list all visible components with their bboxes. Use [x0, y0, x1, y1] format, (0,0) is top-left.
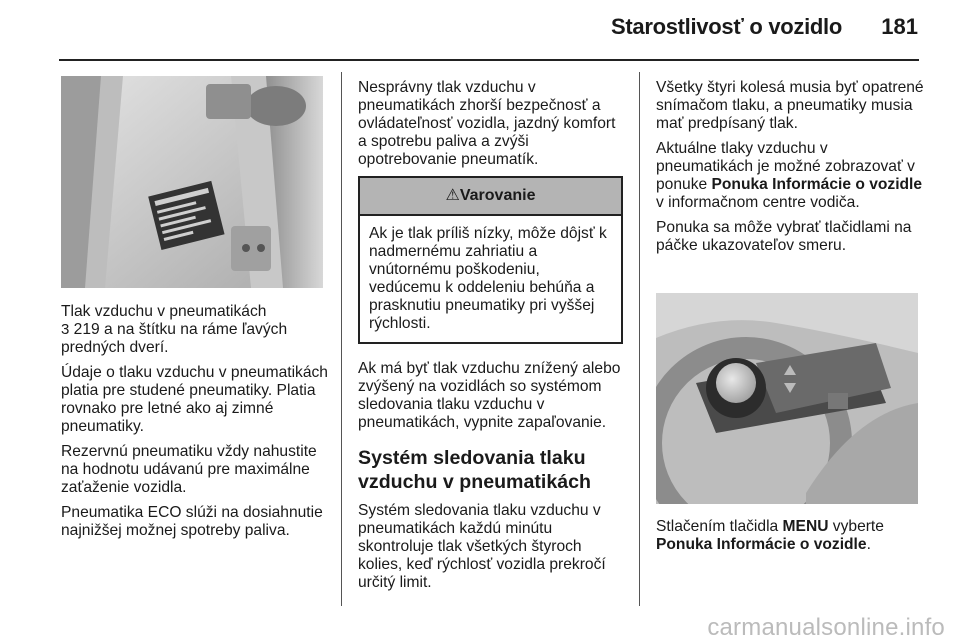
paragraph: Rezervnú pneumatiku vždy nahustite na hodnotu udávanú pre maximálne zaťaženie vozidla.: [61, 443, 317, 496]
text-run: Stlačením tlačidla: [656, 518, 783, 535]
paragraph: Všetky štyri kolesá musia byť opatrené snímačom tlaku, a pneumatiky musia mať predpísaný tlak.: [656, 79, 924, 132]
warning-icon: ⚠: [445, 187, 460, 204]
door-frame-label-illustration: [61, 76, 323, 288]
menu-name: Ponuka Informácie o vozidle: [711, 176, 923, 193]
text-run: v informačnom centre vodiča.: [656, 194, 860, 211]
column-right-bottom: [656, 518, 926, 561]
warning-text: Ak je tlak príliš nízky, môže dôjsť k nadmernému zahriatiu a vnútornému poškodeniu, vedúcemu k oddeleniu behúňa a prasknutiu pneumatiky pri vyššej rýchlosti.: [369, 225, 607, 332]
button-name: MENU: [782, 518, 829, 535]
text-run: .: [866, 536, 871, 553]
paragraph: [656, 140, 926, 212]
column-divider: [341, 72, 342, 606]
page-number: 181: [881, 14, 918, 39]
column-right: [656, 79, 926, 262]
paragraph: Systém sledovania tlaku vzduchu v pneumatikách každú minútu skontroluje tlak všetkých štyroch kolies, keď rýchlosť vozidla prekročí určitý limit.: [358, 502, 606, 591]
column-left: [61, 303, 331, 547]
watermark: carmanualsonline.info: [707, 614, 945, 641]
text-line: 219 a na štítku na ráme ľavých: [69, 321, 288, 338]
section-heading: Systém sledovania tlaku vzduchu v pneumatikách: [358, 447, 592, 493]
column-middle: [358, 79, 628, 599]
text-run: vyberte: [828, 518, 884, 535]
paragraph: [656, 518, 926, 554]
warning-header: [360, 178, 621, 216]
warning-title: Varovanie: [459, 187, 536, 204]
door-frame-svg: [61, 76, 323, 288]
paragraph: Pneumatika ECO slúži na dosiahnutie najnižšej možnej spotreby paliva.: [61, 504, 323, 539]
column-divider: [639, 72, 640, 606]
lever-svg: [656, 293, 918, 504]
text-run: Aktuálne tlaky vzduchu v pneumatikách je možné zobrazovať v ponuke: [656, 140, 915, 193]
paragraph: Ponuka sa môže vybrať tlačidlami na páčke ukazovateľov smeru.: [656, 219, 912, 254]
paragraph: Nesprávny tlak vzduchu v pneumatikách zhorší bezpečnosť a ovládateľnosť vozidla, jazdný komfort a spotrebu paliva a zvýši opotrebovanie pneumatík.: [358, 79, 616, 168]
paragraph: Ak má byť tlak vzduchu znížený alebo zvýšený na vozidlách so systémom sledovania tlaku vzduchu v pneumatikách, vypnite zapaľovanie.: [358, 360, 621, 431]
paragraph: [61, 303, 331, 357]
menu-name: Ponuka Informácie o vozidle: [656, 536, 867, 553]
warning-box: [358, 176, 623, 344]
page-reference-icon: 3: [61, 321, 70, 338]
turn-signal-lever-illustration: [656, 293, 918, 504]
page-title: Starostlivosť o vozidlo: [610, 14, 842, 39]
paragraph: Údaje o tlaku vzduchu v pneumatikách platia pre studené pneumatiky. Platia rovnako pre letné ako aj zimné pneumatiky.: [61, 364, 328, 435]
text-line: predných dverí.: [61, 339, 169, 356]
text-line: Tlak vzduchu v pneumatikách: [61, 303, 267, 320]
header-divider: [59, 59, 919, 61]
